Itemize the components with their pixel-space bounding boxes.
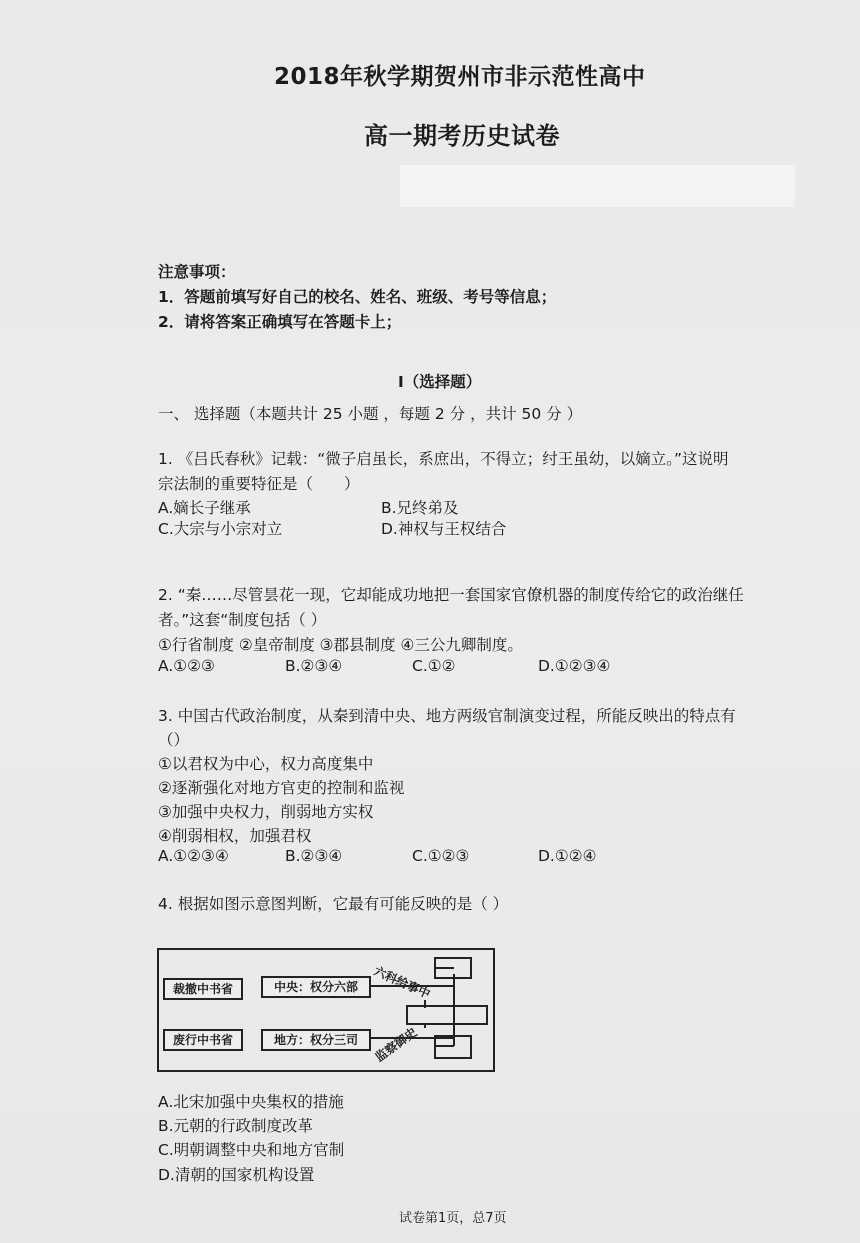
diagram-box: 中央：权分六部 — [261, 976, 371, 998]
diagram-box: 废行中书省 — [163, 1029, 243, 1051]
question-1-option-b[interactable]: B.兄终弟及 — [381, 499, 459, 517]
exam-title-line1: 2018年秋学期贺州市非示范性高中 — [274, 64, 646, 90]
section-heading: 一、 选择题（本题共计 25 小题 ，每题 2 分 ，共计 50 分 ） — [158, 405, 583, 423]
diagram-lines — [157, 948, 495, 1072]
page-footer: 试卷第1页，总7页 — [399, 1211, 507, 1226]
question-1-stem-line: 1. 《吕氏春秋》记载：“微子启虽长，系庶出，不得立；纣王虽幼，以嫡立。”这说明 — [158, 450, 729, 468]
diagram-label-jiancha: 监察御史 — [372, 1024, 420, 1065]
question-4-diagram — [157, 948, 495, 1072]
diagram-box: 裁撤中书省 — [163, 978, 243, 1000]
question-2-stem-line: 者。”这套“制度包括（ ） — [158, 611, 327, 629]
question-4-option-d[interactable]: D.清朝的国家机构设置 — [158, 1166, 315, 1184]
exam-title-line2: 高一期考历史试卷 — [364, 122, 560, 150]
question-4-option-b[interactable]: B.元朝的行政制度改革 — [158, 1117, 314, 1135]
question-2-option-c[interactable]: C.①② — [412, 657, 456, 675]
notice-heading: 注意事项： — [158, 263, 236, 281]
question-3-option-a[interactable]: A.①②③④ — [158, 847, 229, 865]
question-3-option-c[interactable]: C.①②③ — [412, 847, 470, 865]
question-3-stem-line: 3. 中国古代政治制度，从秦到清中央、地方两级官制演变过程，所能反映出的特点有 — [158, 707, 736, 725]
question-3-option-d[interactable]: D.①②④ — [538, 847, 597, 865]
question-3-stem-line: ③加强中央权力，削弱地方实权 — [158, 803, 374, 821]
question-2-option-a[interactable]: A.①②③ — [158, 657, 215, 675]
part-title: I（选择题） — [398, 373, 482, 391]
question-1-option-d[interactable]: D.神权与王权结合 — [381, 520, 507, 538]
question-3-stem-line: ④削弱相权，加强君权 — [158, 827, 312, 845]
question-2-option-d[interactable]: D.①②③④ — [538, 657, 611, 675]
question-2-stem-line: 2. “秦……尽管昙花一现，它却能成功地把一套国家官僚机器的制度传给它的政治继任 — [158, 586, 744, 604]
question-1-option-c[interactable]: C.大宗与小宗对立 — [158, 520, 283, 538]
question-3-option-b[interactable]: B.②③④ — [285, 847, 343, 865]
question-4-option-a[interactable]: A.北宋加强中央集权的措施 — [158, 1093, 344, 1111]
question-4-stem-line: 4. 根据如图示意图判断，它最有可能反映的是（ ） — [158, 895, 509, 913]
diagram-label-liuke: 六科给事中 — [371, 963, 433, 1002]
question-3-stem-line: ②逐渐强化对地方官吏的控制和监视 — [158, 779, 405, 797]
question-3-stem-line: ①以君权为中心，权力高度集中 — [158, 755, 374, 773]
notice-item: 1．答题前填写好自己的校名、姓名、班级、考号等信息； — [158, 288, 557, 306]
question-1-stem-line: 宗法制的重要特征是（ ） — [158, 475, 360, 493]
question-2-stem-line: ①行省制度 ②皇帝制度 ③郡县制度 ④三公九卿制度。 — [158, 636, 523, 654]
question-4-option-c[interactable]: C.明朝调整中央和地方官制 — [158, 1141, 345, 1159]
question-2-option-b[interactable]: B.②③④ — [285, 657, 343, 675]
diagram-box: 地方：权分三司 — [261, 1029, 371, 1051]
question-3-stem-line: （） — [158, 731, 190, 749]
redacted-area — [400, 165, 795, 207]
notice-item: 2．请将答案正确填写在答题卡上； — [158, 313, 402, 331]
question-1-option-a[interactable]: A.嫡长子继承 — [158, 499, 251, 517]
